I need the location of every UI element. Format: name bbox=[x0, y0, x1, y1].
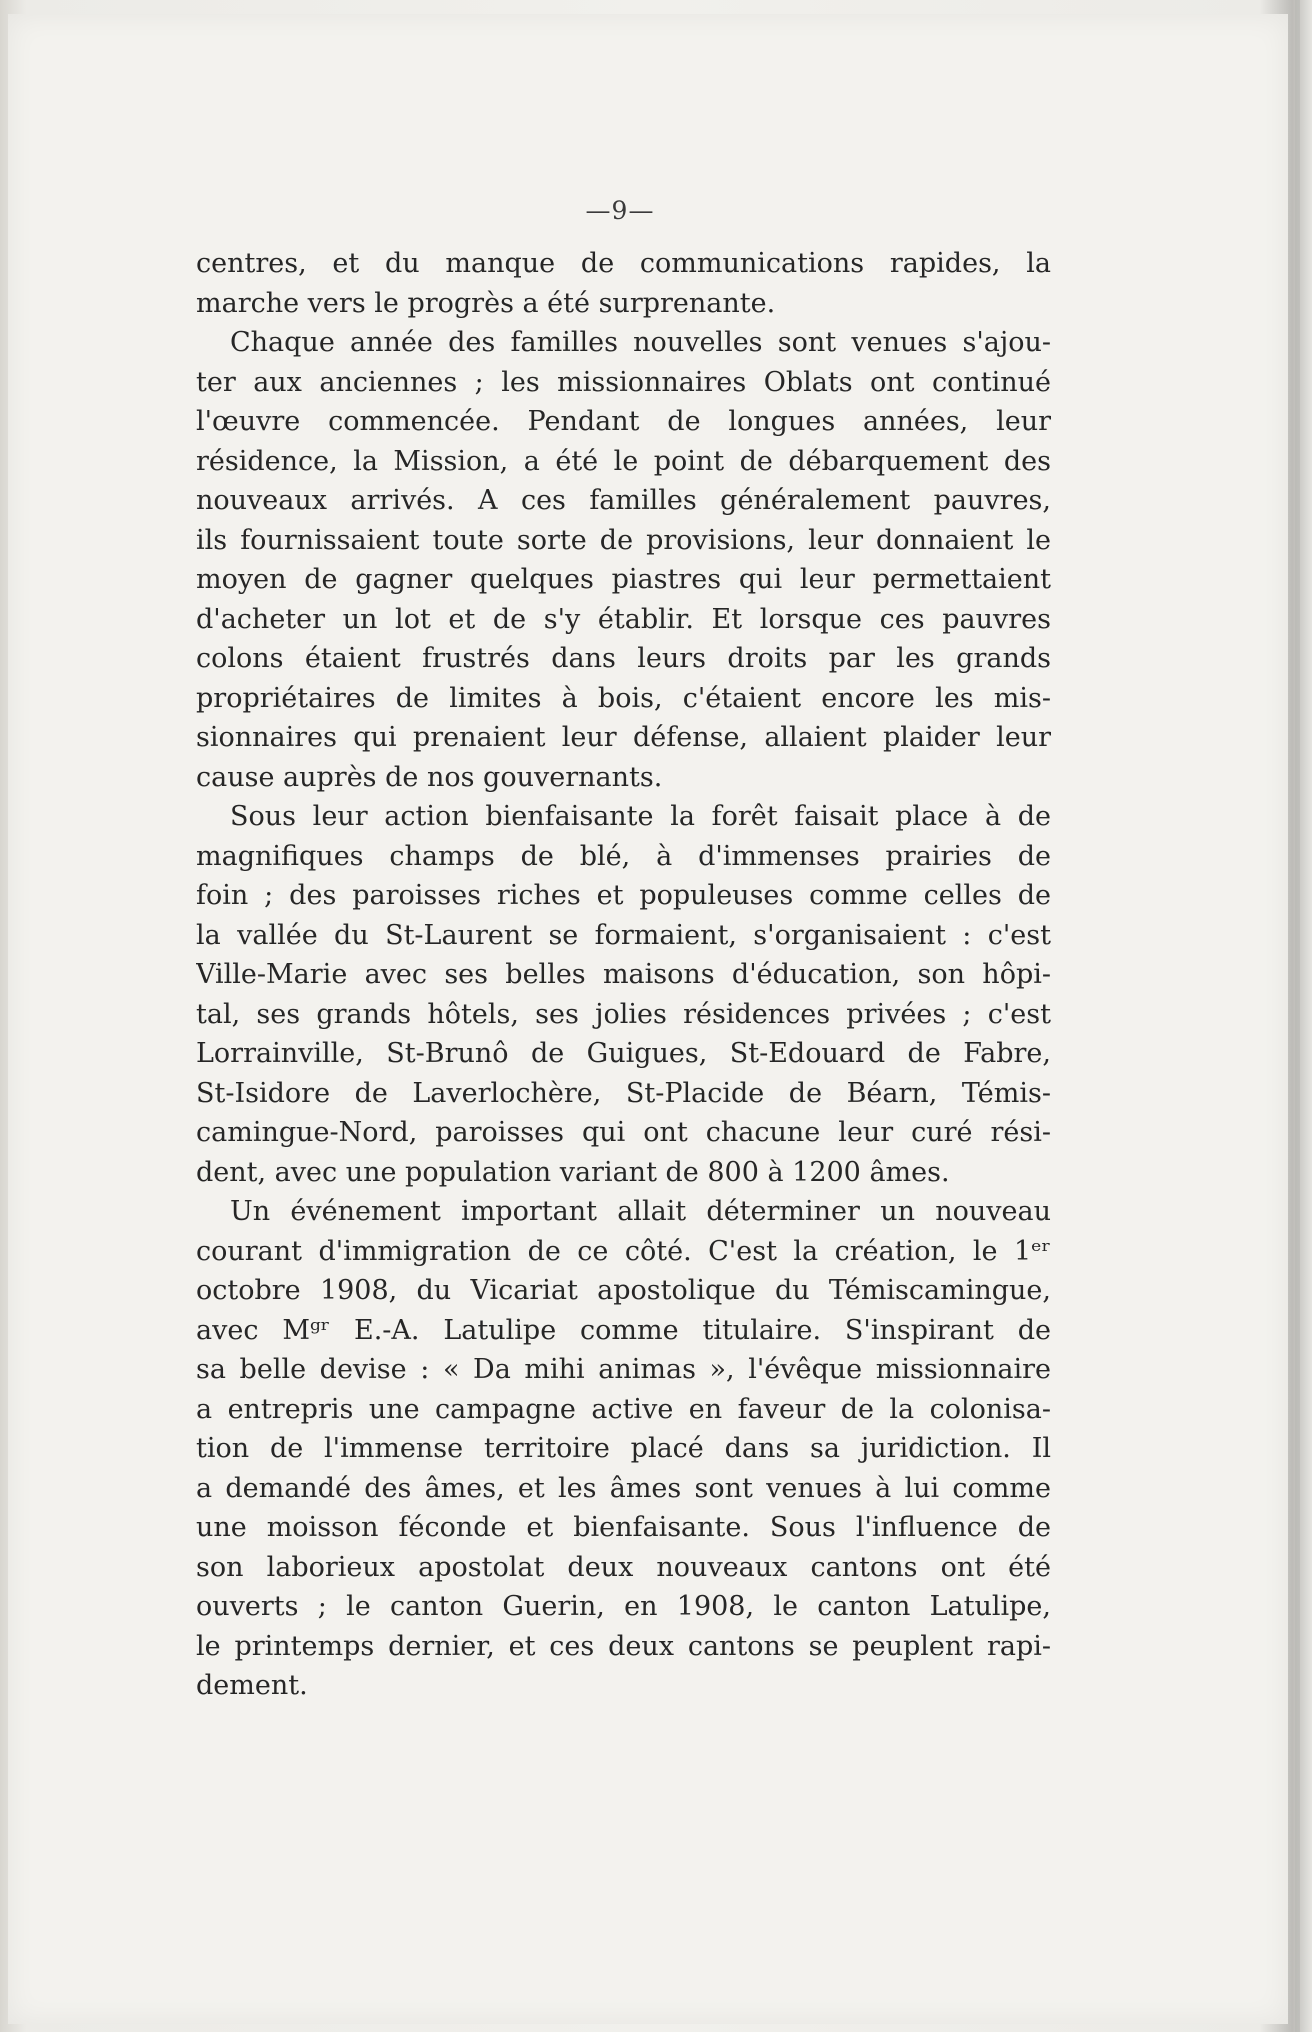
text-line: résidence, la Mission, a été le point de débarquement des bbox=[196, 445, 1051, 477]
text-line: Lorrainville, St-Brunô de Guigues, St-Edouard de Fabre, bbox=[196, 1038, 1051, 1069]
text-line: a demandé des âmes, et les âmes sont venues à lui comme bbox=[196, 1472, 1051, 1504]
text-line: l'œuvre commencée. Pendant de longues années, leur bbox=[196, 406, 1051, 437]
text-line: avec Mᵍʳ E.-A. Latulipe comme titulaire. S'inspirant de bbox=[196, 1314, 1051, 1346]
page-number: —9— bbox=[585, 196, 655, 225]
text-line: son laborieux apostolat deux nouveaux cantons ont été bbox=[196, 1551, 1051, 1583]
text-line: la vallée du St-Laurent se formaient, s'organisaient : c'est bbox=[196, 919, 1051, 951]
page-edge-shadow bbox=[1295, 0, 1300, 2032]
text-line: marche vers le progrès a été surprenante. bbox=[196, 287, 776, 319]
text-line: Sous leur action bienfaisante la forêt faisait place à de bbox=[230, 801, 1051, 832]
text-line: courant d'immigration de ce côté. C'est la création, le 1ᵉʳ bbox=[196, 1235, 1051, 1267]
text-line: magnifiques champs de blé, à d'immenses prairies de bbox=[196, 840, 1051, 872]
text-line: dent, avec une population variant de 800 à 1200 âmes. bbox=[196, 1156, 950, 1188]
text-line: colons étaient frustrés dans leurs droits par les grands bbox=[196, 643, 1051, 674]
text-line: centres, et du manque de communications rapides, la bbox=[196, 248, 1051, 279]
text-line: sa belle devise : « Da mihi animas », l'évêque missionnaire bbox=[196, 1354, 1051, 1385]
text-line: Ville-Marie avec ses belles maisons d'éducation, son hôpi- bbox=[196, 959, 1051, 990]
text-line: tion de l'immense territoire placé dans sa juridiction. Il bbox=[196, 1433, 1051, 1464]
text-line: le printemps dernier, et ces deux cantons se peuplent rapi- bbox=[196, 1630, 1051, 1662]
text-line: ouverts ; le canton Guerin, en 1908, le canton Latulipe, bbox=[196, 1591, 1051, 1622]
text-line: sionnaires qui prenaient leur défense, allaient plaider leur bbox=[196, 722, 1051, 753]
text-line: propriétaires de limites à bois, c'étaient encore les mis- bbox=[196, 682, 1051, 714]
text-line: St-Isidore de Laverlochère, St-Placide de Béarn, Témis- bbox=[196, 1077, 1051, 1109]
text-line: camingue-Nord, paroisses qui ont chacune leur curé rési- bbox=[196, 1117, 1051, 1148]
text-line: ils fournissaient toute sorte de provisions, leur donnaient le bbox=[196, 524, 1051, 556]
text-line: dement. bbox=[196, 1670, 308, 1701]
text-line: moyen de gagner quelques piastres qui leur permettaient bbox=[196, 564, 1051, 595]
body-text bbox=[196, 244, 1051, 1706]
text-line: nouveaux arrivés. A ces familles généralement pauvres, bbox=[196, 485, 1051, 516]
text-line: cause auprès de nos gouvernants. bbox=[196, 761, 663, 793]
text-line: une moisson féconde et bienfaisante. Sous l'influence de bbox=[196, 1512, 1051, 1543]
text-line: foin ; des paroisses riches et populeuses comme celles de bbox=[196, 880, 1051, 911]
text-line: octobre 1908, du Vicariat apostolique du Témiscamingue, bbox=[196, 1275, 1051, 1306]
text-line: Chaque année des familles nouvelles sont venues s'ajou- bbox=[230, 327, 1051, 358]
text-line: ter aux anciennes ; les missionnaires Oblats ont continué bbox=[196, 366, 1051, 398]
text-line: Un événement important allait déterminer un nouveau bbox=[230, 1196, 1051, 1227]
text-line: a entrepris une campagne active en faveur de la colonisa- bbox=[196, 1393, 1051, 1425]
text-line: d'acheter un lot et de s'y établir. Et lorsque ces pauvres bbox=[196, 603, 1051, 635]
text-line: tal, ses grands hôtels, ses jolies résidences privées ; c'est bbox=[196, 998, 1051, 1030]
